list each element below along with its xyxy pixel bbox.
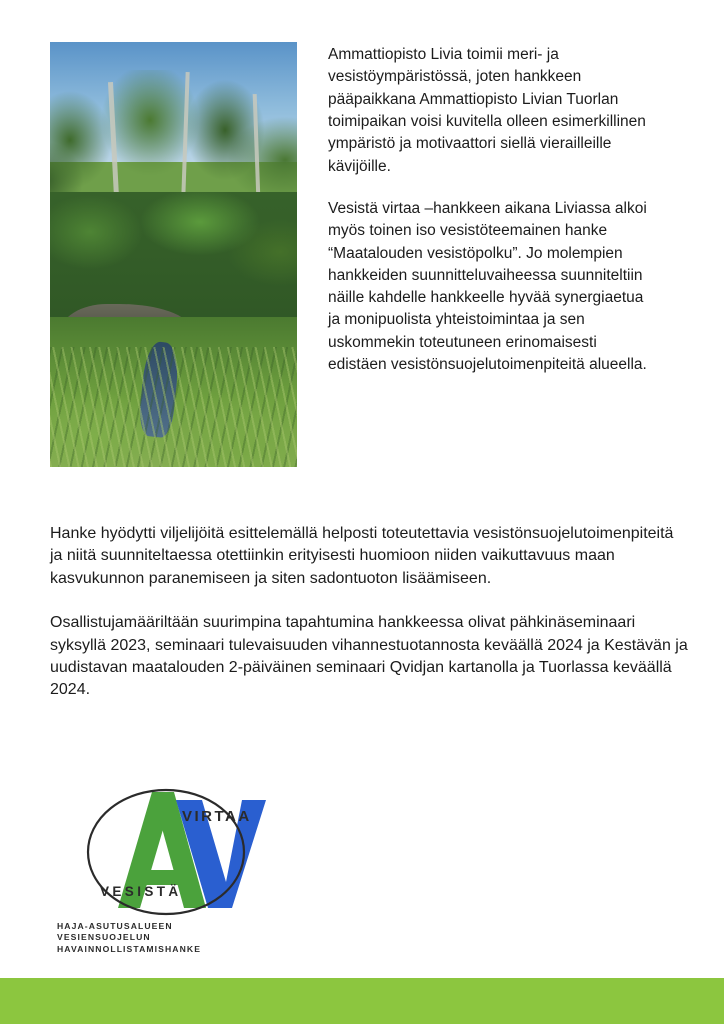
body-paragraph-2: Osallistujamääriltään suurimpina tapahtumina hankkeessa olivat pähkinäseminaari syksyllä 2023, seminaari tulevaisuuden vihannestuotannosta keväällä 2024 ja Kestävän ja uudistavan maatalouden 2-päiväinen seminaari Qvidjan kartanolla ja Tuorlassa keväällä 2024. xyxy=(50,614,688,699)
right-paragraph-2: Vesistä virtaa –hankkeen aikana Liviassa alkoi myös toinen iso vesistöteemainen hanke “Maatalouden vesistöpolku”. Jo molempien hankkeiden suunnitteluvaiheessa suunniteltiin näille kahdelle hankkeelle hyvää synergiaetua ja monipuolista yhteistoimintaa ja sen uskommekin toteutuneen erinomaisesti edistäen vesistönsuojelutoimenpiteitä alueella. xyxy=(328,199,647,374)
logo-caption xyxy=(57,921,257,955)
right-paragraph-1: Ammattiopisto Livia toimii meri- ja vesistöympäristössä, joten hankkeen pääpaikkana Ammattiopisto Livian Tuorlan toimipaikan voisi kuvitella olleen esimerkillinen ympäristö ja motivaattori siellä vierailleille kävijöille. xyxy=(328,46,646,175)
stream-and-meadow-photo xyxy=(50,42,297,467)
logo-word-vesista: VESISTÄ xyxy=(100,884,182,899)
right-column-text xyxy=(328,44,658,376)
logo-caption-line-3: HAVAINNOLLISTAMISHANKE xyxy=(57,943,202,954)
body-paragraph-1: Hanke hyödytti viljelijöitä esittelemällä helposti toteutettavia vesistönsuojelutoimenpiteitä ja niitä suunniteltaessa otettiinkin erityisesti huomioon niiden vaikuttavuus maan kasvukunnon paranemiseen ja siten sadontuoton lisäämiseen. xyxy=(50,525,674,587)
logo-word-virtaa: VIRTAA xyxy=(182,808,252,825)
logo-caption-line-2: VESIENSUOJELUN xyxy=(57,932,151,943)
photo-grass-texture xyxy=(50,347,297,467)
logo-caption-line-1: HAJA-ASUTUSALUEEN xyxy=(57,921,173,931)
top-section xyxy=(0,0,724,500)
footer-bar xyxy=(0,978,724,1024)
body-text-block xyxy=(50,523,690,702)
